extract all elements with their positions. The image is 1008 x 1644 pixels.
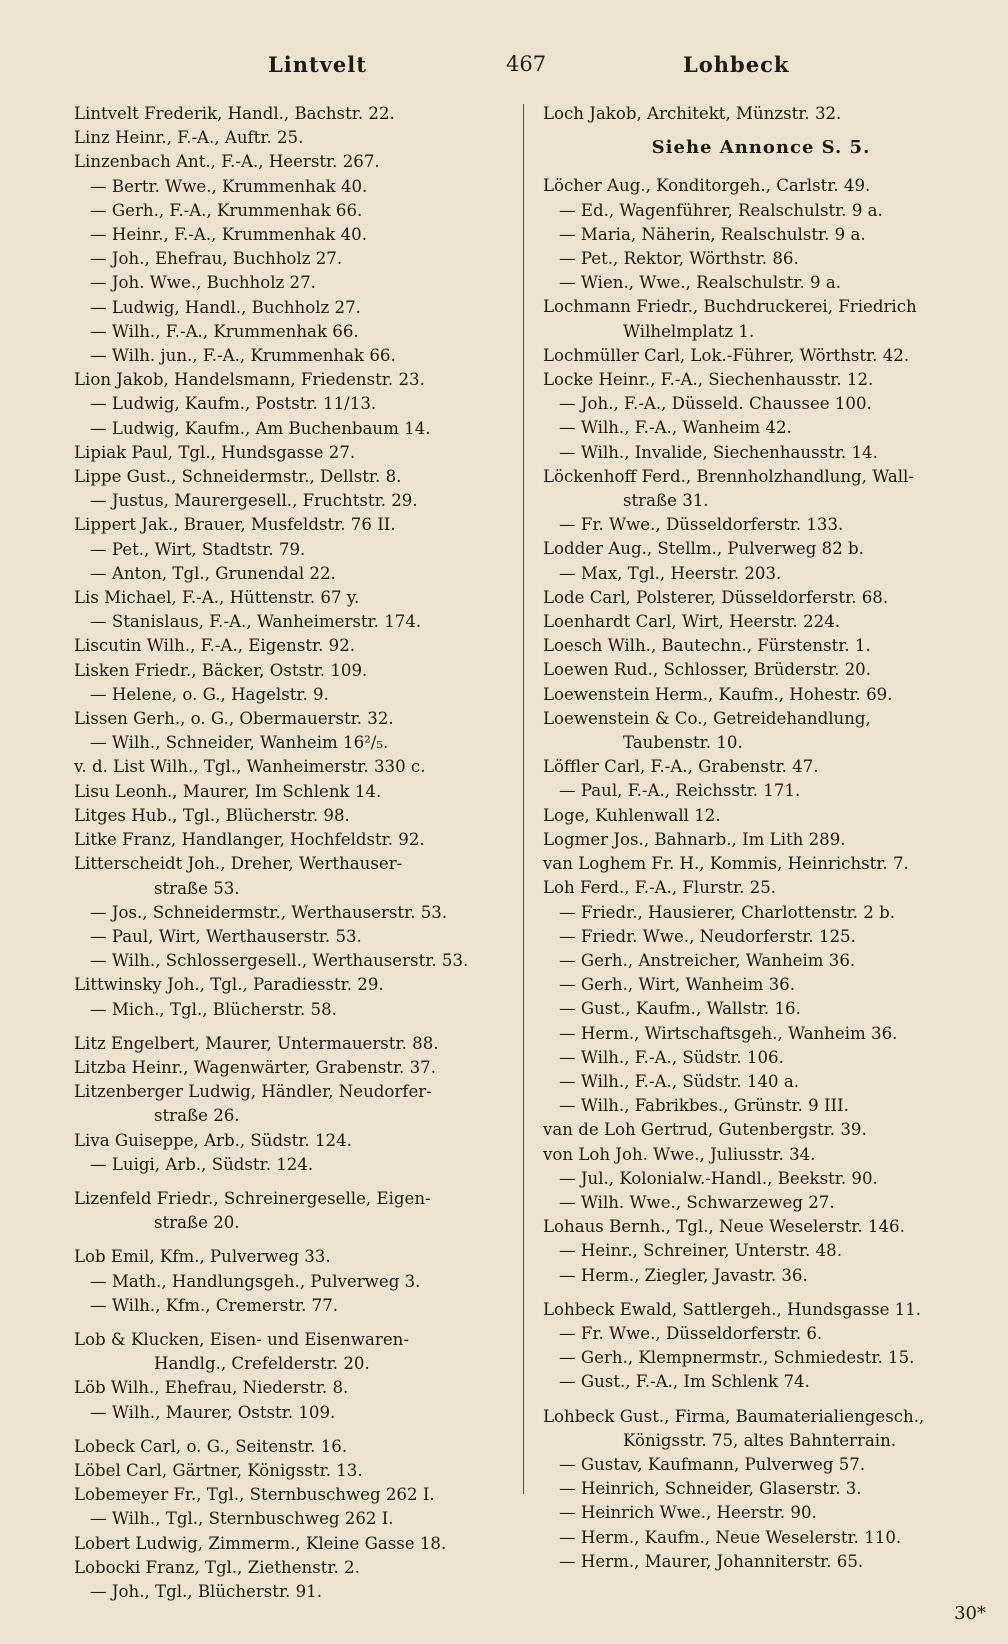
directory-entry: — Mich., Tgl., Blücherstr. 58. [90, 999, 337, 1019]
directory-entry: Lob & Klucken, Eisen- und Eisenwaren- [74, 1329, 409, 1349]
directory-entry: Lizenfeld Friedr., Schreinergeselle, Eigen- [74, 1188, 431, 1208]
directory-entry: — Wilh., F.-A., Südstr. 106. [559, 1047, 784, 1067]
directory-entry: Lisken Friedr., Bäcker, Oststr. 109. [74, 660, 368, 680]
header-left-catchword: Lintvelt [268, 52, 367, 77]
directory-entry: Löcher Aug., Konditorgeh., Carlstr. 49. [543, 176, 871, 196]
page-number: 467 [506, 52, 547, 76]
directory-entry: Lobemeyer Fr., Tgl., Sternbuschweg 262 I. [74, 1485, 435, 1505]
directory-entry: Lode Carl, Polsterer, Düsseldorferstr. 68. [543, 587, 889, 607]
directory-entry: v. d. List Wilh., Tgl., Wanheimerstr. 330 c. [74, 757, 426, 777]
directory-entry: Litz Engelbert, Maurer, Untermauerstr. 88. [74, 1033, 439, 1053]
directory-entry-continuation: straße 31. [623, 491, 709, 511]
directory-entry: — Joh. Wwe., Buchholz 27. [90, 273, 316, 293]
directory-entry: Lintvelt Frederik, Handl., Bachstr. 22. [74, 104, 395, 123]
directory-entry: Linzenbach Ant., F.-A., Heerstr. 267. [74, 152, 380, 172]
right-column [543, 102, 979, 1574]
directory-entry: Litke Franz, Handlanger, Hochfeldstr. 92. [74, 830, 425, 850]
directory-entry: Lohbeck Gust., Firma, Baumaterialiengesch., [543, 1406, 925, 1426]
directory-entry: — Gerh., Anstreicher, Wanheim 36. [559, 950, 856, 970]
directory-entry: — Wilh., Tgl., Sternbuschweg 262 I. [90, 1509, 394, 1529]
directory-entry: Lipiak Paul, Tgl., Hundsgasse 27. [74, 442, 356, 462]
directory-entry: Litterscheidt Joh., Dreher, Werthauser- [74, 854, 403, 874]
directory-entry: — Ludwig, Kaufm., Poststr. 11/13. [90, 394, 377, 414]
directory-entry: Lippert Jak., Brauer, Musfeldstr. 76 II. [74, 515, 396, 535]
directory-entry: — Bertr. Wwe., Krummenhak 40. [90, 176, 368, 196]
directory-entry: — Math., Handlungsgeh., Pulverweg 3. [90, 1271, 421, 1291]
directory-entry: — Fr. Wwe., Düsseldorferstr. 133. [559, 515, 844, 535]
directory-entry: — Max, Tgl., Heerstr. 203. [559, 563, 782, 583]
directory-entry: Löffler Carl, F.-A., Grabenstr. 47. [543, 757, 819, 777]
directory-entry: van Loghem Fr. H., Kommis, Heinrichstr. 7. [543, 854, 909, 874]
directory-entry: Lohbeck Ewald, Sattlergeh., Hundsgasse 11. [543, 1299, 922, 1319]
directory-entry: Locke Heinr., F.-A., Siechenhausstr. 12. [543, 370, 874, 390]
directory-entry: Lob Emil, Kfm., Pulverweg 33. [74, 1247, 331, 1267]
directory-entry: — Paul, Wirt, Werthauserstr. 53. [90, 926, 362, 946]
directory-entry: Lochmann Friedr., Buchdruckerei, Friedrich [543, 297, 917, 317]
directory-entry: — Herm., Ziegler, Javastr. 36. [559, 1265, 808, 1285]
directory-entry-continuation: Handlg., Crefelderstr. 20. [154, 1354, 370, 1374]
directory-entry: — Ludwig, Handl., Buchholz 27. [90, 297, 361, 317]
directory-entry: — Friedr., Hausierer, Charlottenstr. 2 b. [559, 902, 896, 922]
directory-entry: — Wilh., Kfm., Cremerstr. 77. [90, 1295, 339, 1315]
directory-entry: Logmer Jos., Bahnarb., Im Lith 289. [543, 829, 846, 849]
directory-entry: — Helene, o. G., Hagelstr. 9. [90, 684, 329, 704]
directory-entry: — Gerh., Wirt, Wanheim 36. [559, 975, 796, 995]
directory-entry: Lis Michael, F.-A., Hüttenstr. 67 y. [74, 588, 360, 608]
column-divider [523, 104, 524, 1494]
directory-entry: von Loh Joh. Wwe., Juliusstr. 34. [543, 1144, 816, 1164]
directory-entry: Lisu Leonh., Maurer, Im Schlenk 14. [74, 781, 382, 801]
directory-entry: — Wilh., Fabrikbes., Grünstr. 9 III. [559, 1096, 849, 1116]
directory-entry: Lobeck Carl, o. G., Seitenstr. 16. [74, 1436, 348, 1456]
directory-entry: — Wilh., Schneider, Wanheim 16²/₅. [90, 733, 389, 753]
directory-entry: — Wilh., Maurer, Oststr. 109. [90, 1402, 336, 1422]
directory-entry: van de Loh Gertrud, Gutenbergstr. 39. [543, 1120, 867, 1140]
directory-entry: — Joh., Ehefrau, Buchholz 27. [90, 249, 343, 269]
directory-entry: Lobocki Franz, Tgl., Ziethenstr. 2. [74, 1557, 360, 1577]
directory-entry: — Anton, Tgl., Grunendal 22. [90, 563, 336, 583]
directory-entry: Lodder Aug., Stellm., Pulverweg 82 b. [543, 539, 864, 559]
directory-entry: — Gerh., F.-A., Krummenhak 66. [90, 200, 363, 220]
directory-entry-continuation: Wilhelmplatz 1. [623, 321, 755, 341]
directory-entry: Loenhardt Carl, Wirt, Heerstr. 224. [543, 612, 841, 632]
directory-entry-continuation: straße 53. [154, 878, 240, 898]
directory-entry: Loge, Kuhlenwall 12. [543, 805, 721, 825]
directory-entry: Loewenstein & Co., Getreidehandlung, [543, 708, 871, 728]
directory-entry: Loh Ferd., F.-A., Flurstr. 25. [543, 878, 777, 898]
directory-entry: Lohaus Bernh., Tgl., Neue Weselerstr. 146. [543, 1217, 905, 1237]
directory-entry: Littwinsky Joh., Tgl., Paradiesstr. 29. [74, 975, 384, 995]
directory-entry: Löbel Carl, Gärtner, Königsstr. 13. [74, 1460, 363, 1480]
directory-entry: — Wilh. jun., F.-A., Krummenhak 66. [90, 346, 396, 366]
directory-entry-continuation: Taubenstr. 10. [623, 733, 743, 753]
directory-entry: — Herm., Maurer, Johanniterstr. 65. [559, 1551, 864, 1571]
directory-entry: — Gerh., Klempnermstr., Schmiedestr. 15. [559, 1348, 915, 1368]
directory-entry: — Friedr. Wwe., Neudorferstr. 125. [559, 926, 856, 946]
directory-entry: Liva Guiseppe, Arb., Südstr. 124. [74, 1130, 352, 1150]
directory-entry: — Wilh., Schlossergesell., Werthauserstr. 53. [90, 951, 469, 971]
directory-entry: Loewenstein Herm., Kaufm., Hohestr. 69. [543, 684, 893, 704]
directory-entry: Litzba Heinr., Wagenwärter, Grabenstr. 37. [74, 1057, 436, 1077]
directory-entry: — Wien., Wwe., Realschulstr. 9 a. [559, 273, 842, 293]
directory-entry: Lion Jakob, Handelsmann, Friedenstr. 23. [74, 370, 425, 390]
directory-entry: — Jul., Kolonialw.-Handl., Beekstr. 90. [559, 1168, 878, 1188]
directory-entry: — Herm., Wirtschaftsgeh., Wanheim 36. [559, 1023, 898, 1043]
directory-entry: — Luigi, Arb., Südstr. 124. [90, 1154, 314, 1174]
directory-entry: — Wilh. Wwe., Schwarzeweg 27. [559, 1192, 835, 1212]
directory-entry-continuation: Königsstr. 75, altes Bahnterrain. [623, 1430, 897, 1450]
directory-entry-continuation: straße 20. [154, 1213, 240, 1233]
left-column [74, 102, 514, 1604]
directory-entry: Löb Wilh., Ehefrau, Niederstr. 8. [74, 1378, 349, 1398]
directory-entry: — Ed., Wagenführer, Realschulstr. 9 a. [559, 200, 883, 220]
directory-entry: Lochmüller Carl, Lok.-Führer, Wörthstr. 42. [543, 345, 910, 365]
directory-entry: — Heinr., F.-A., Krummenhak 40. [90, 225, 367, 245]
page-header [0, 52, 1008, 86]
directory-entry: — Pet., Wirt, Stadtstr. 79. [90, 539, 306, 559]
directory-entry-continuation: straße 26. [154, 1106, 240, 1126]
directory-entry: — Wilh., F.-A., Krummenhak 66. [90, 321, 359, 341]
directory-entry: — Wilh., Invalide, Siechenhausstr. 14. [559, 442, 878, 462]
directory-entry: Lobert Ludwig, Zimmerm., Kleine Gasse 18. [74, 1533, 447, 1553]
directory-entry: — Stanislaus, F.-A., Wanheimerstr. 174. [90, 612, 422, 632]
directory-entry: — Heinrich Wwe., Heerstr. 90. [559, 1503, 817, 1523]
directory-entry: Loch Jakob, Architekt, Münzstr. 32. [543, 104, 842, 123]
directory-entry: — Wilh., F.-A., Südstr. 140 a. [559, 1071, 800, 1091]
directory-entry: — Heinrich, Schneider, Glaserstr. 3. [559, 1479, 862, 1499]
directory-entry: — Ludwig, Kaufm., Am Buchenbaum 14. [90, 418, 431, 438]
directory-entry: — Heinr., Schreiner, Unterstr. 48. [559, 1241, 842, 1261]
header-right-catchword: Lohbeck [683, 52, 790, 77]
sheet-signature: 30* [954, 1603, 986, 1624]
directory-entry: Lissen Gerh., o. G., Obermauerstr. 32. [74, 709, 394, 729]
directory-entry: — Paul, F.-A., Reichsstr. 171. [559, 781, 801, 801]
directory-entry: — Fr. Wwe., Düsseldorferstr. 6. [559, 1323, 823, 1343]
directory-entry: — Maria, Näherin, Realschulstr. 9 a. [559, 224, 866, 244]
advertisement-notice: Siehe Annonce S. 5. [651, 137, 871, 159]
directory-entry: — Gustav, Kaufmann, Pulverweg 57. [559, 1454, 866, 1474]
directory-entry: — Joh., F.-A., Düsseld. Chaussee 100. [559, 394, 872, 414]
directory-entry: — Pet., Rektor, Wörthstr. 86. [559, 249, 799, 269]
directory-entry: — Herm., Kaufm., Neue Weselerstr. 110. [559, 1527, 902, 1547]
directory-entry: — Gust., Kaufm., Wallstr. 16. [559, 999, 801, 1019]
directory-entry: Liscutin Wilh., F.-A., Eigenstr. 92. [74, 636, 356, 656]
directory-entry: Linz Heinr., F.-A., Auftr. 25. [74, 128, 304, 148]
directory-entry: — Joh., Tgl., Blücherstr. 91. [90, 1581, 322, 1601]
directory-entry: — Justus, Maurergesell., Fruchtstr. 29. [90, 491, 418, 511]
directory-entry: Litges Hub., Tgl., Blücherstr. 98. [74, 805, 350, 825]
directory-entry: Litzenberger Ludwig, Händler, Neudorfer- [74, 1082, 432, 1102]
directory-entry: Loesch Wilh., Bautechn., Fürstenstr. 1. [543, 636, 871, 656]
directory-entry: — Jos., Schneidermstr., Werthauserstr. 53. [90, 902, 448, 922]
directory-entry: Lippe Gust., Schneidermstr., Dellstr. 8. [74, 467, 402, 487]
directory-entry: Löckenhoff Ferd., Brennholzhandlung, Wall- [543, 466, 914, 486]
directory-entry: — Gust., F.-A., Im Schlenk 74. [559, 1372, 810, 1392]
directory-entry: Loewen Rud., Schlosser, Brüderstr. 20. [543, 660, 872, 680]
directory-entry: — Wilh., F.-A., Wanheim 42. [559, 418, 792, 438]
